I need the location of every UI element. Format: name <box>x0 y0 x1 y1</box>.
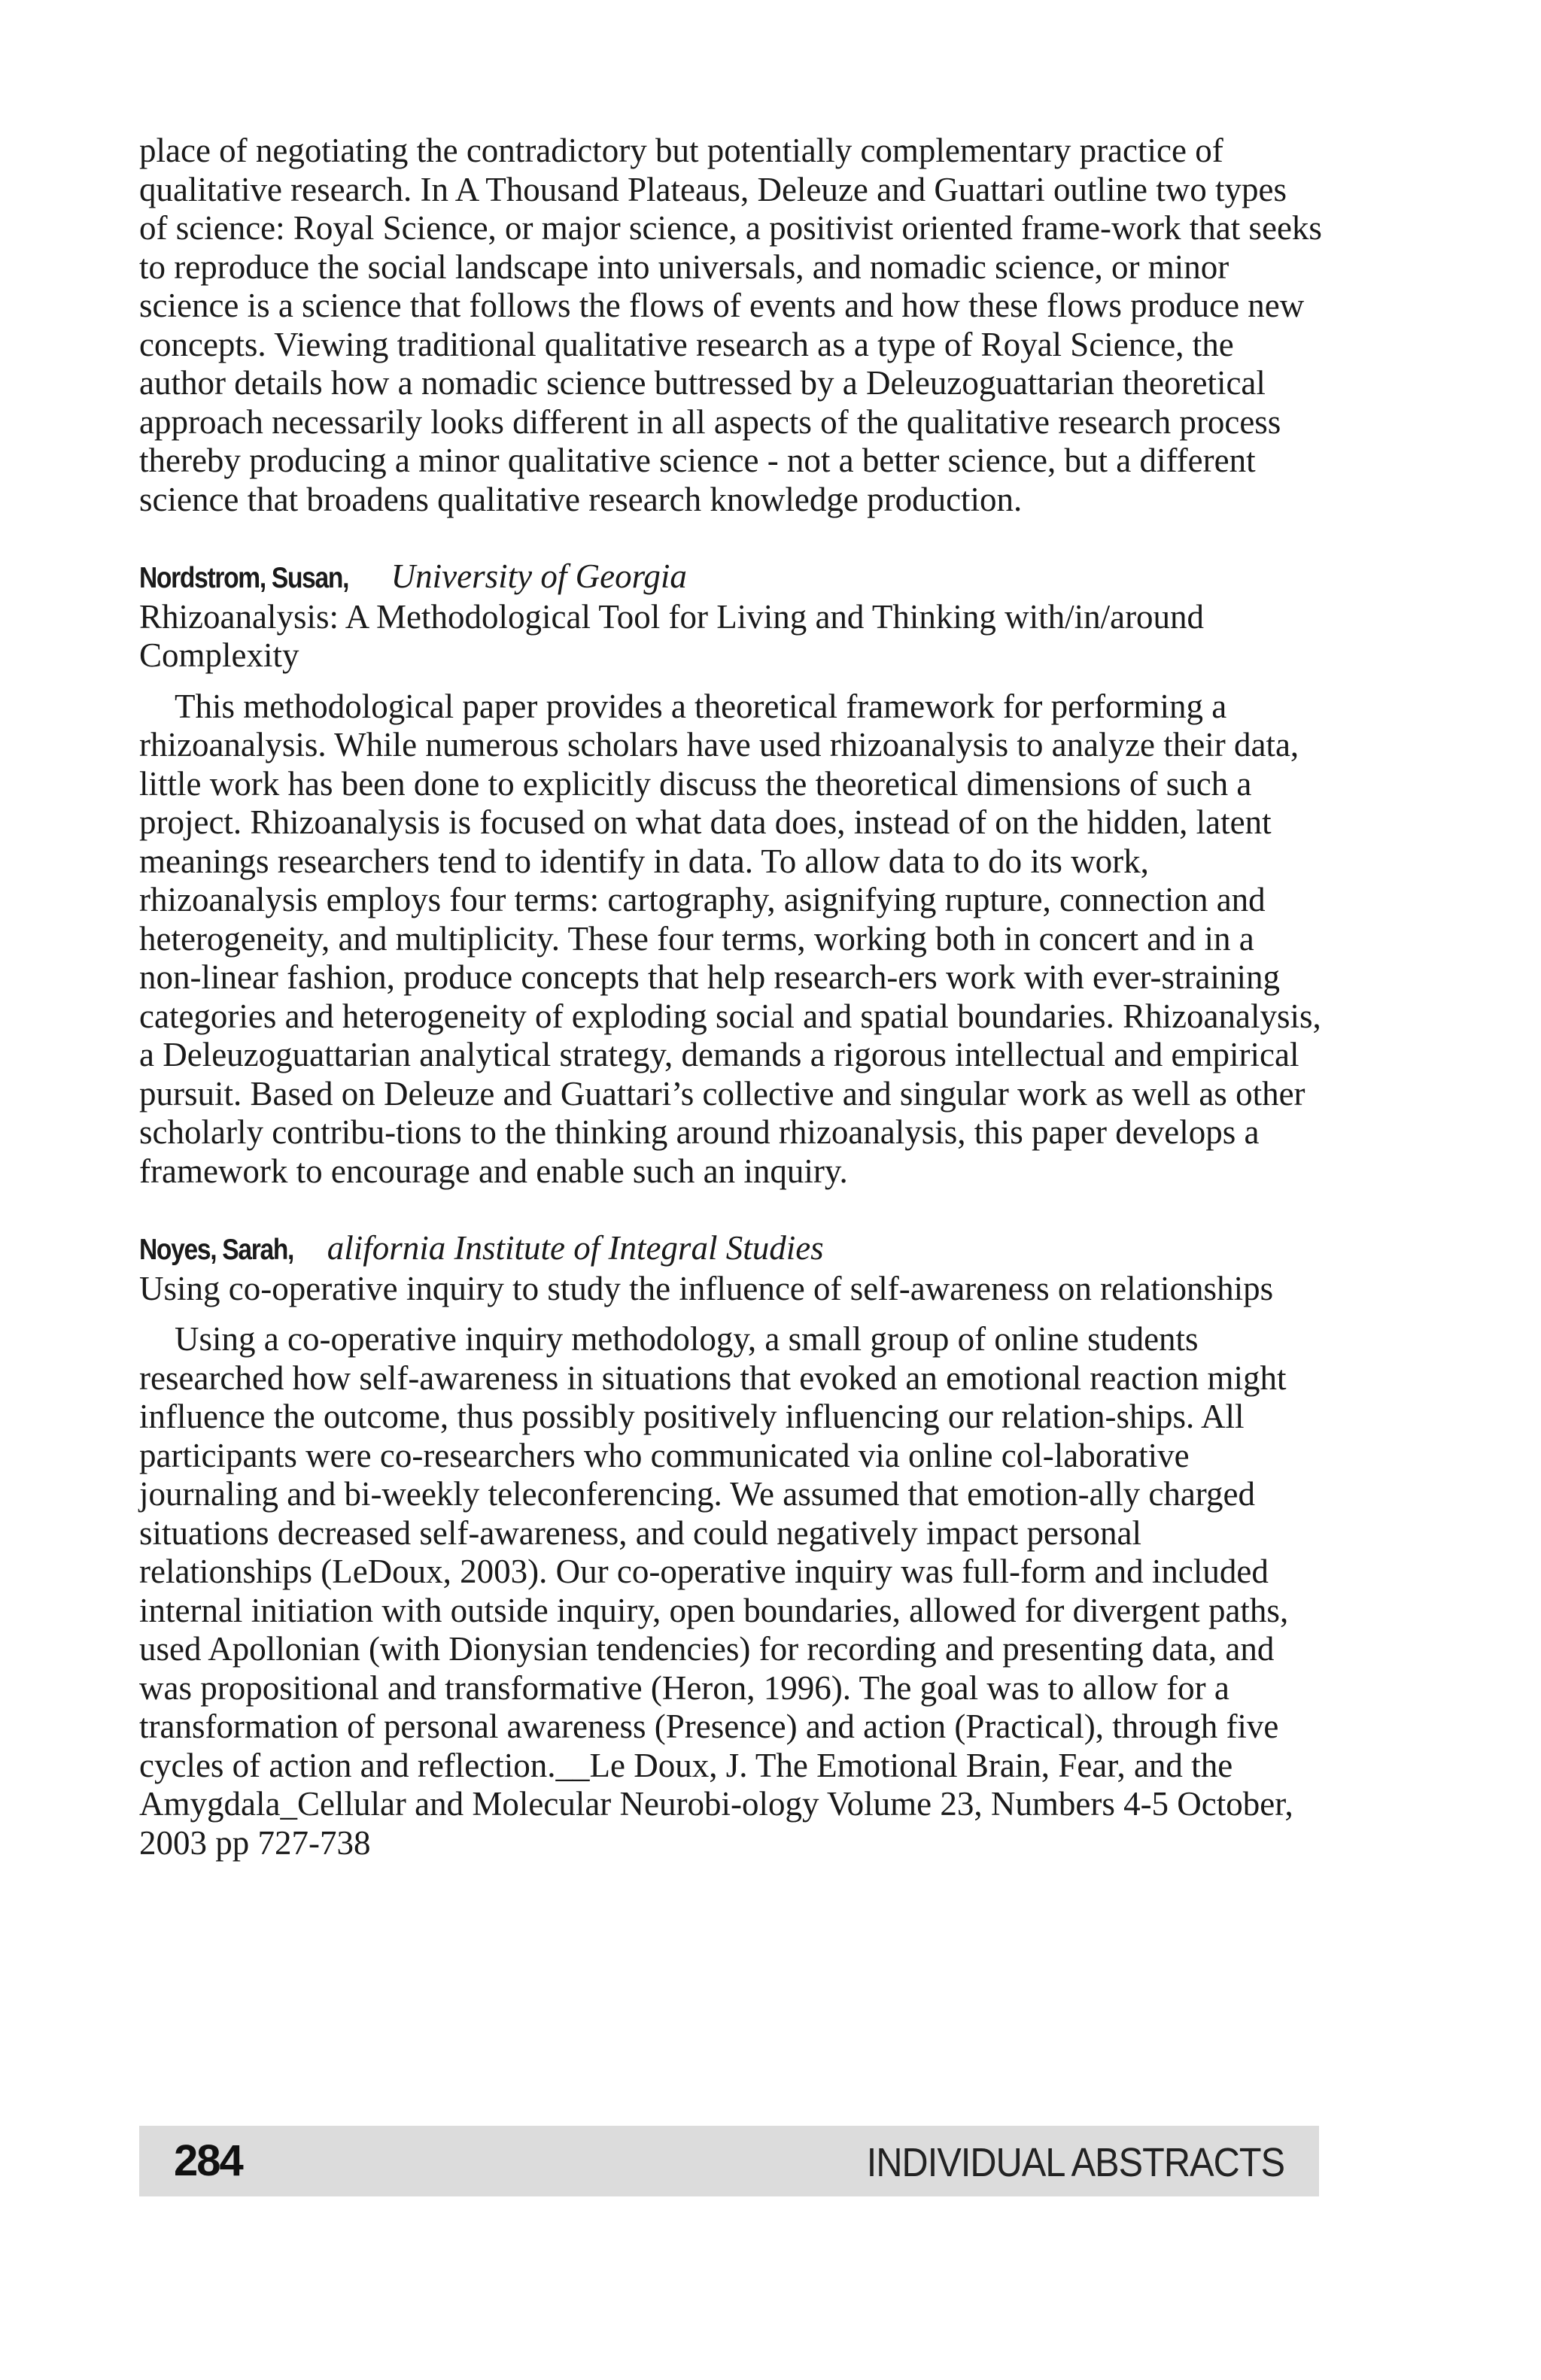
page-body <box>139 132 1322 1862</box>
entry-heading <box>139 1229 1322 1270</box>
entry-author: Noyes, Sarah, <box>139 1234 294 1266</box>
entry-affiliation: University of Georgia <box>391 557 687 595</box>
continuation-paragraph: place of negotiating the contradictory but potentially complementary practice of qualitative research. In A Thousand Plateaus, Deleuze and Guattari outline two types of science: Royal Science, or major science, a positivist oriented frame-work that seeks to reproduce the social landscape into universals, and nomadic science, or minor science is a science that follows the flows of events and how these flows produce new concepts. Viewing traditional qualitative research as a type of Royal Science, the author details how a nomadic science buttressed by a Deleuzoguattarian theoretical approach necessarily looks different in all aspects of the qualitative research process thereby producing a minor qualitative science - not a better science, but a different science that broadens qualitative research knowledge production. <box>139 132 1322 518</box>
entry-abstract: This methodological paper provides a theoretical framework for performing a rhizoanalysis. While numerous scholars have used rhizoanalysis to analyze their data, little work has been done to explicitly discuss the theoretical dimensions of such a project. Rhizoanalysis is focused on what data does, instead of on the hidden, latent meanings researchers tend to identify in data. To allow data to do its work, rhizoanalysis employs four terms: cartography, asignifying rupture, connection and heterogeneity, and multiplicity. These four terms, working both in concert and in a non-linear fashion, produce concepts that help research-ers work with ever-straining categories and heterogeneity of exploding social and spatial boundaries. Rhizoanalysis, a Deleuzoguattarian analytical strategy, demands a rigorous intellectual and empirical pursuit. Based on Deleuze and Guattari’s collective and singular work as well as other scholarly contribu-tions to the thinking around rhizoanalysis, this paper develops a framework to encourage and enable such an inquiry. <box>139 687 1321 1190</box>
entry-title: Rhizoanalysis: A Methodological Tool for Living and Thinking with/in/around Complexity <box>139 597 1205 674</box>
abstract-entry-nordstrom <box>139 557 1322 1191</box>
entry-abstract: Using a co-operative inquiry methodology, a small group of online students researched how self-awareness in situations that evoked an emotional reaction might influence the outcome, thus possibly positively influencing our relation-ships. All participants were co-researchers who communicated via online col-laborative journaling and bi-weekly teleconferencing. We assumed that emotion-ally charged situations decreased self-awareness, and could negatively impact personal relationships (LeDoux, 2003). Our co-operative inquiry was full-form and included internal initiation with outside inquiry, open boundaries, allowed for divergent paths, used Apollonian (with Dionysian tendencies) for recording and presenting data, and was propositional and transformative (Heron, 1996). The goal was to allow for a transformation of personal awareness (Presence) and action (Practical), through five cycles of action and reflection.__Le Doux, J. The Emotional Brain, Fear, and the Amygdala_Cellular and Molecular Neurobi-ology Volume 23, Numbers 4-5 October, 2003 pp 727-738 <box>139 1320 1293 1862</box>
entry-author: Nordstrom, Susan, <box>139 562 349 594</box>
page-footer <box>139 2126 1319 2196</box>
abstract-entry-noyes <box>139 1229 1322 1862</box>
entry-title: Using co-operative inquiry to study the influence of self-awareness on relationships <box>139 1269 1274 1307</box>
entry-affiliation: alifornia Institute of Integral Studies <box>327 1229 824 1267</box>
page-number: 284 <box>174 2136 242 2185</box>
entry-heading <box>139 557 1322 598</box>
running-section-title: INDIVIDUAL ABSTRACTS <box>866 2140 1284 2185</box>
